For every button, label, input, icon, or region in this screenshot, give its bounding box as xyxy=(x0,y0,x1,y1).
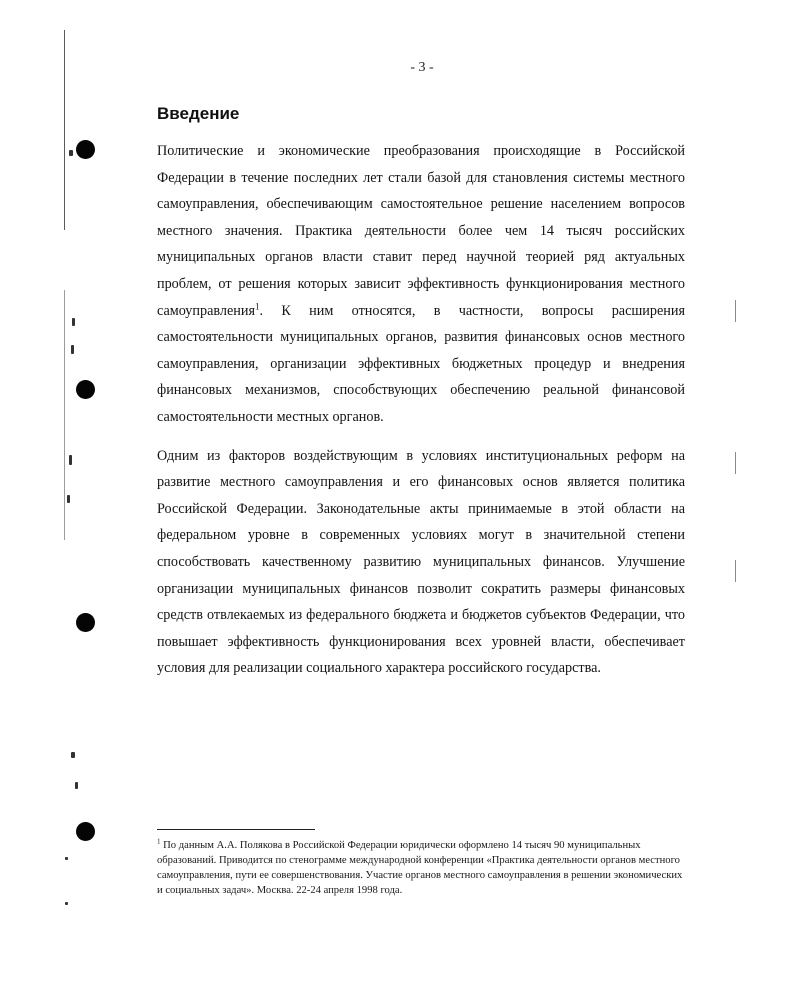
scan-speck xyxy=(67,495,70,503)
scan-edge-line xyxy=(64,290,65,540)
scan-speck xyxy=(69,150,73,156)
scan-speck xyxy=(69,455,72,465)
paragraph xyxy=(157,138,685,431)
scan-speck xyxy=(65,857,68,860)
body-text xyxy=(157,138,685,694)
paragraph-text: . К ним относятся, в частности, вопросы расширения самостоятельности муниципальных органов, развития финансовых основ местного самоуправления, организации эффективных бюджетных процедур и внедрения финансовых механизмов, способствующих обеспечению реальной финансовой самостоятельности местных органов. xyxy=(157,302,685,425)
page-number: - 3 - xyxy=(410,60,434,75)
scan-edge-line xyxy=(735,452,736,474)
punch-hole xyxy=(76,613,95,632)
scan-speck xyxy=(71,752,75,758)
scan-speck xyxy=(65,902,68,905)
punch-hole xyxy=(76,140,95,159)
footnote xyxy=(157,838,685,898)
footnote-marker: 1 xyxy=(157,837,161,846)
paragraph: Одним из факторов воздействующим в условиях институциональных реформ на развитие местного самоуправления и его финансовых основ является политика Российской Федерации. Законодательные акты принимаемые в этой области на федеральном уровне в современных условиях могут в значительной степени способствовать качественному развитию муниципальных финансов. Улучшение организации муниципальных финансов позволит сократить размеры финансовых средств отвлекаемых из федерального бюджета и бюджетов субъектов Федерации, что повышает эффективность функционирования всех уровней власти, обеспечивает условия для реализации социального характера российского государства. xyxy=(157,447,685,677)
scan-speck xyxy=(72,318,75,326)
punch-hole xyxy=(76,822,95,841)
punch-hole xyxy=(76,380,95,399)
footnote-separator xyxy=(157,829,315,830)
footnote-text: По данным А.А. Полякова в Российской Федерации юридически оформлено 14 тысяч 90 муниципальных образований. Приводится по стенограмме международной конференции «Практика деятельности органов местного самоуправления, пути ее совершенствования. Участие органов местного самоуправления в решении экономических и социальных задач». Москва. 22-24 апреля 1998 года. xyxy=(157,840,683,896)
scan-speck xyxy=(75,782,78,789)
footnote-reference: 1 xyxy=(254,300,260,311)
scan-edge-line xyxy=(735,300,736,322)
scan-speck xyxy=(71,345,74,354)
scan-edge-line xyxy=(64,30,65,230)
section-heading: Введение xyxy=(157,104,240,123)
scan-edge-line xyxy=(735,560,736,582)
paragraph-text: Политические и экономические преобразования происходящие в Российской Федерации в течение последних лет стали базой для становления системы местного самоуправления, обеспечивающим самостоятельное решение населением вопросов местного значения. Практика деятельности более чем 14 тысяч российских муниципальных органов власти ставит перед научной теорией ряд актуальных проблем, от решения которых зависит эффективность функционирования местного самоуправления xyxy=(157,143,685,319)
